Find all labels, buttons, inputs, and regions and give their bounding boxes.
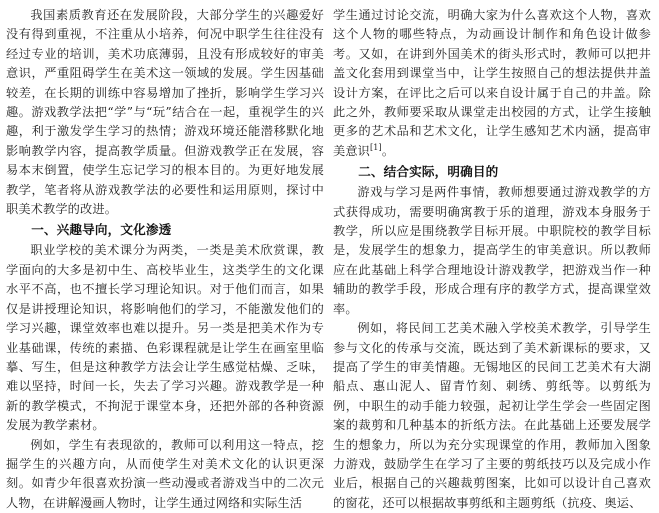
section-heading-1: 一、兴趣导向，文化渗透 [31,222,172,238]
paragraph-continued [333,6,651,161]
paragraph-game-learning: 游戏与学习是两件事情，教师想要通过游戏教学的方式获得成功，需要明确寓教于乐的道理，游戏本身服务于教学，所以应是围绕教学目标开展。中职院校的教学目标是，发展学生的想象力，提高学生的审美意识。所以教师应在此基础上科学合理地设计游戏教学，把游戏当作一种辅助的教学手段，形成合理有序的教学方式，提高课堂效率。 [333,185,651,316]
paragraph-intro: 我国素质教育还在发展阶段，大部分学生的兴趣爱好没有得到重视，不注重从小培养，何况中职学生往往没有经过专业的培训，美术功底薄弱，且没有形成较好的审美意识，严重阻碍学生在美术这一领域的发展。学生因基础较差，在长期的训练中容易增加了挫折，影响学生学习兴趣。游戏教学法把“学”与“玩”结合在一起，重视学生的兴趣，利于激发学生学习的热情；游戏环境还能潜移默化地影响教学内容，提高教学质量。但游戏教学正在发展，容易本末倒置，使学生忘记学习的根本目的。为更好地发展教学，笔者将从游戏教学法的必要性和运用原则，探讨中职美术教学的改进。 [6,8,324,217]
paragraph-continued-text: 学生通过讨论交流，明确大家为什么喜欢这个人物，喜欢这个人物的哪些特点，为动画设计制作和角色设计做参考。又如，在讲到外国美术的街头形式时，教师可以把井盖文化套用到课堂当中，让学生按照自己的想法提供井盖设计方案，在评比之后可以来自设计属于自己的井盖。除此之外，教师要采取从课堂走出校园的方式，让学生接触更多的艺术品和艺术文化，让学生感知艺术内涵，提高审美意识 [333,8,651,158]
right-column [333,6,651,513]
paragraph-example-1: 例如，学生有表现欲的，教师可以利用这一特点，挖掘学生的兴趣方向，从而使学生对美术文化的认识更深刻。如青少年很喜欢扮演一些动漫或者游戏当中的二次元人物，在讲解漫画人物时，让学生通过网络和实际生活 [6,437,324,510]
paragraph-art-courses: 职业学校的美术课分为两类，一类是美术欣赏课，教学面向的大多是初中生、高校毕业生，这类学生的文化课水平不高，也不擅长学习理论知识。对于他们而言，如果仅是讲授理论知识，将影响他们的学习，不能激发他们的学习兴趣，课堂效率也难以提升。另一类是把美术作为专业基础课，传统的素描、色彩课程就是让学生在画室里临摹、写生，但是这种教学方法会让学生感觉枯燥、乏味，难以坚持，时间一长，失去了学习兴趣。游戏教学是一种新的教学模式，不拘泥于课堂本身，还把外部的各种资源发展为教学素材。 [6,243,324,433]
left-column [6,6,324,513]
paragraph-folk-art: 例如，将民间工艺美术融入学校美术教学，引导学生参与文化的传承与交流，既达到了美术新课标的要求，又提高了学生的审美情趣。无锡地区的民间工艺美术有大湖船点、惠山泥人、留青竹刻、刺绣、剪纸等。以剪纸为例，中职生的动手能力较强，起初让学生学会一些固定图案的裁剪和几种基本的折纸方法。在此基础上还要发展学生的想象力，所以为充分实现课堂的作用，教师加入图象力游戏，鼓励学生在学习了主要的剪纸技巧以及完成小作业后，根据自己的兴趣裁剪图案，比如可以设计自己喜欢的窗花，还可以根据故事剪纸和主题剪纸（抗疫、奥运、 [333,321,651,510]
section-heading-2: 二、结合实际，明确目的 [358,164,499,180]
citation-marker: [1] [370,142,382,152]
paragraph-continued-end: 。 [381,143,395,158]
